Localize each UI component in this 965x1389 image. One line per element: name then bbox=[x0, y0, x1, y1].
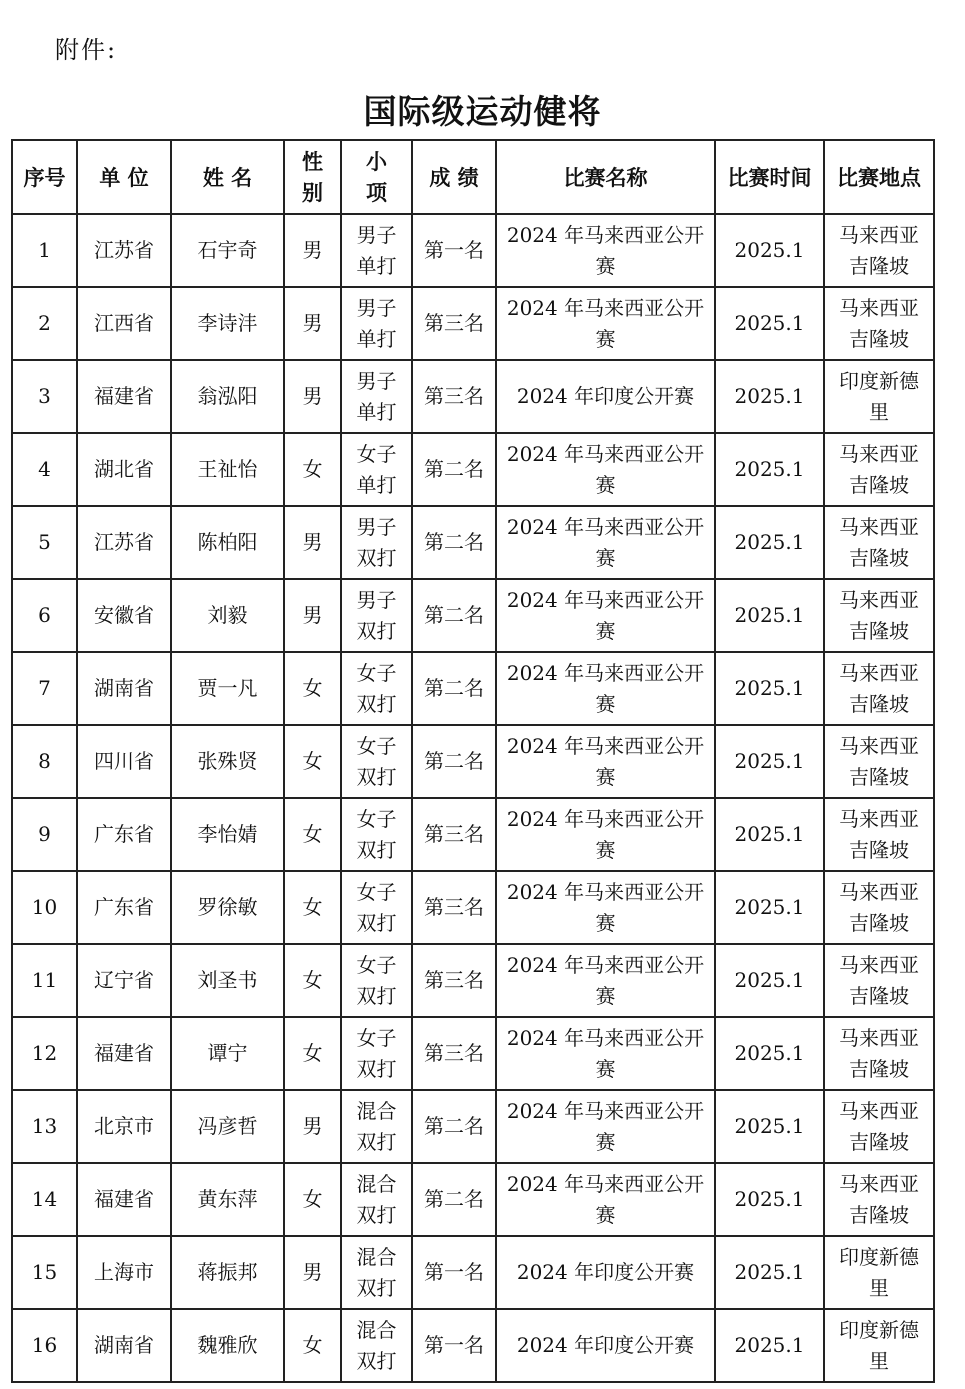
cell-index: 5 bbox=[12, 506, 77, 579]
cell-gender: 男 bbox=[284, 506, 341, 579]
cell-event-text: 女子双打 bbox=[356, 806, 397, 862]
cell-unit: 福建省 bbox=[77, 1163, 171, 1236]
cell-place-text: 马来西亚吉隆坡 bbox=[839, 1171, 919, 1227]
cell-unit: 四川省 bbox=[77, 725, 171, 798]
cell-unit: 湖北省 bbox=[77, 433, 171, 506]
table-row bbox=[12, 1090, 934, 1163]
cell-index: 6 bbox=[12, 579, 77, 652]
cell-result: 第二名 bbox=[412, 1090, 496, 1163]
cell-unit: 江西省 bbox=[77, 287, 171, 360]
cell-gender: 男 bbox=[284, 287, 341, 360]
cell-event-text: 女子双打 bbox=[356, 1025, 397, 1081]
cell-name: 贾一凡 bbox=[171, 652, 284, 725]
cell-event-text: 男子双打 bbox=[356, 587, 397, 643]
header-gender bbox=[284, 140, 341, 214]
cell-place-text: 印度新德里 bbox=[839, 368, 919, 424]
cell-place bbox=[824, 798, 934, 871]
cell-competition-text: 2024 年马来西亚公开赛 bbox=[506, 806, 705, 862]
document-title: 国际级运动健将 bbox=[363, 92, 602, 131]
cell-competition-text: 2024 年马来西亚公开赛 bbox=[506, 1171, 705, 1227]
table-row bbox=[12, 214, 934, 287]
cell-place-text: 马来西亚吉隆坡 bbox=[839, 295, 919, 351]
cell-time: 2025.1 bbox=[715, 360, 824, 433]
cell-gender: 女 bbox=[284, 798, 341, 871]
table-row bbox=[12, 871, 934, 944]
header-name: 姓 名 bbox=[171, 140, 284, 214]
cell-gender: 男 bbox=[284, 214, 341, 287]
cell-gender: 男 bbox=[284, 1236, 341, 1309]
cell-event bbox=[341, 1236, 412, 1309]
cell-competition-text: 2024 年马来西亚公开赛 bbox=[506, 660, 705, 716]
cell-unit: 北京市 bbox=[77, 1090, 171, 1163]
cell-time: 2025.1 bbox=[715, 579, 824, 652]
cell-time: 2025.1 bbox=[715, 1017, 824, 1090]
cell-result: 第二名 bbox=[412, 579, 496, 652]
cell-place-text: 马来西亚吉隆坡 bbox=[839, 733, 919, 789]
table-row bbox=[12, 1309, 934, 1382]
cell-competition-text: 2024 年马来西亚公开赛 bbox=[506, 1098, 705, 1154]
cell-unit: 广东省 bbox=[77, 871, 171, 944]
cell-place-text: 马来西亚吉隆坡 bbox=[839, 952, 919, 1008]
header-result: 成 绩 bbox=[412, 140, 496, 214]
cell-event bbox=[341, 360, 412, 433]
cell-event bbox=[341, 1017, 412, 1090]
cell-index: 13 bbox=[12, 1090, 77, 1163]
cell-unit: 广东省 bbox=[77, 798, 171, 871]
cell-name: 李怡婧 bbox=[171, 798, 284, 871]
cell-name: 魏雅欣 bbox=[171, 1309, 284, 1382]
cell-competition bbox=[496, 579, 715, 652]
cell-event-text: 混合双打 bbox=[356, 1171, 397, 1227]
cell-event bbox=[341, 506, 412, 579]
cell-place-text: 马来西亚吉隆坡 bbox=[839, 806, 919, 862]
header-time: 比赛时间 bbox=[715, 140, 824, 214]
cell-place bbox=[824, 287, 934, 360]
cell-unit: 湖南省 bbox=[77, 1309, 171, 1382]
cell-place bbox=[824, 871, 934, 944]
cell-place bbox=[824, 1163, 934, 1236]
cell-index: 4 bbox=[12, 433, 77, 506]
cell-event bbox=[341, 944, 412, 1017]
cell-result: 第一名 bbox=[412, 1309, 496, 1382]
cell-competition-text: 2024 年马来西亚公开赛 bbox=[506, 222, 705, 278]
cell-competition-text: 2024 年马来西亚公开赛 bbox=[506, 514, 705, 570]
cell-result: 第三名 bbox=[412, 871, 496, 944]
cell-event bbox=[341, 871, 412, 944]
cell-place bbox=[824, 360, 934, 433]
cell-competition bbox=[496, 287, 715, 360]
table-row bbox=[12, 506, 934, 579]
cell-event-text: 男子双打 bbox=[356, 514, 397, 570]
cell-event bbox=[341, 1309, 412, 1382]
table-row bbox=[12, 944, 934, 1017]
athletes-table bbox=[11, 139, 935, 1383]
cell-competition bbox=[496, 652, 715, 725]
cell-result: 第二名 bbox=[412, 725, 496, 798]
cell-competition bbox=[496, 360, 715, 433]
cell-gender: 女 bbox=[284, 433, 341, 506]
cell-name: 冯彦哲 bbox=[171, 1090, 284, 1163]
table-row bbox=[12, 652, 934, 725]
cell-place bbox=[824, 579, 934, 652]
cell-index: 7 bbox=[12, 652, 77, 725]
cell-index: 14 bbox=[12, 1163, 77, 1236]
cell-event bbox=[341, 1163, 412, 1236]
cell-event-text: 女子单打 bbox=[356, 441, 397, 497]
cell-place bbox=[824, 1309, 934, 1382]
cell-name: 谭宁 bbox=[171, 1017, 284, 1090]
cell-competition-text: 2024 年马来西亚公开赛 bbox=[506, 952, 705, 1008]
cell-unit: 福建省 bbox=[77, 1017, 171, 1090]
cell-result: 第一名 bbox=[412, 214, 496, 287]
table-body bbox=[12, 214, 934, 1382]
table-row bbox=[12, 798, 934, 871]
cell-event bbox=[341, 725, 412, 798]
cell-event bbox=[341, 652, 412, 725]
cell-event-text: 混合双打 bbox=[356, 1098, 397, 1154]
cell-competition bbox=[496, 433, 715, 506]
cell-event bbox=[341, 1090, 412, 1163]
cell-gender: 女 bbox=[284, 1163, 341, 1236]
cell-competition-text: 2024 年马来西亚公开赛 bbox=[506, 587, 705, 643]
cell-result: 第二名 bbox=[412, 652, 496, 725]
cell-result: 第三名 bbox=[412, 360, 496, 433]
cell-competition bbox=[496, 1090, 715, 1163]
cell-time: 2025.1 bbox=[715, 214, 824, 287]
header-competition: 比赛名称 bbox=[496, 140, 715, 214]
cell-competition bbox=[496, 1163, 715, 1236]
cell-competition bbox=[496, 1236, 715, 1309]
cell-gender: 女 bbox=[284, 652, 341, 725]
cell-gender: 男 bbox=[284, 579, 341, 652]
cell-competition bbox=[496, 1309, 715, 1382]
cell-time: 2025.1 bbox=[715, 798, 824, 871]
cell-gender: 男 bbox=[284, 360, 341, 433]
header-place: 比赛地点 bbox=[824, 140, 934, 214]
cell-competition-text: 2024 年印度公开赛 bbox=[516, 384, 695, 408]
header-index: 序号 bbox=[12, 140, 77, 214]
cell-index: 16 bbox=[12, 1309, 77, 1382]
cell-result: 第三名 bbox=[412, 798, 496, 871]
cell-competition bbox=[496, 1017, 715, 1090]
cell-index: 8 bbox=[12, 725, 77, 798]
cell-result: 第一名 bbox=[412, 1236, 496, 1309]
cell-index: 15 bbox=[12, 1236, 77, 1309]
cell-time: 2025.1 bbox=[715, 652, 824, 725]
cell-result: 第三名 bbox=[412, 944, 496, 1017]
cell-event-text: 女子双打 bbox=[356, 952, 397, 1008]
table-row bbox=[12, 433, 934, 506]
cell-place-text: 马来西亚吉隆坡 bbox=[839, 660, 919, 716]
cell-unit: 福建省 bbox=[77, 360, 171, 433]
header-unit: 单 位 bbox=[77, 140, 171, 214]
cell-time: 2025.1 bbox=[715, 944, 824, 1017]
header-event-label: 小项 bbox=[366, 149, 387, 205]
cell-place bbox=[824, 214, 934, 287]
cell-name: 王祉怡 bbox=[171, 433, 284, 506]
cell-place bbox=[824, 725, 934, 798]
cell-place bbox=[824, 944, 934, 1017]
cell-place-text: 马来西亚吉隆坡 bbox=[839, 879, 919, 935]
cell-time: 2025.1 bbox=[715, 1090, 824, 1163]
cell-name: 黄东萍 bbox=[171, 1163, 284, 1236]
cell-event-text: 女子双打 bbox=[356, 660, 397, 716]
cell-competition-text: 2024 年马来西亚公开赛 bbox=[506, 733, 705, 789]
cell-unit: 安徽省 bbox=[77, 579, 171, 652]
cell-event-text: 混合双打 bbox=[356, 1244, 397, 1300]
cell-index: 10 bbox=[12, 871, 77, 944]
cell-event-text: 男子单打 bbox=[356, 295, 397, 351]
cell-gender: 男 bbox=[284, 1090, 341, 1163]
cell-result: 第二名 bbox=[412, 433, 496, 506]
cell-event bbox=[341, 579, 412, 652]
cell-place-text: 马来西亚吉隆坡 bbox=[839, 514, 919, 570]
cell-name: 刘圣书 bbox=[171, 944, 284, 1017]
cell-competition bbox=[496, 725, 715, 798]
cell-place-text: 马来西亚吉隆坡 bbox=[839, 441, 919, 497]
cell-gender: 女 bbox=[284, 725, 341, 798]
cell-competition-text: 2024 年马来西亚公开赛 bbox=[506, 295, 705, 351]
cell-event bbox=[341, 433, 412, 506]
cell-result: 第三名 bbox=[412, 1017, 496, 1090]
cell-place bbox=[824, 1090, 934, 1163]
cell-competition-text: 2024 年印度公开赛 bbox=[516, 1260, 695, 1284]
cell-event-text: 混合双打 bbox=[356, 1317, 397, 1373]
cell-competition-text: 2024 年马来西亚公开赛 bbox=[506, 441, 705, 497]
table-row bbox=[12, 579, 934, 652]
cell-competition bbox=[496, 214, 715, 287]
cell-event-text: 女子双打 bbox=[356, 733, 397, 789]
cell-time: 2025.1 bbox=[715, 287, 824, 360]
table-row bbox=[12, 360, 934, 433]
cell-time: 2025.1 bbox=[715, 506, 824, 579]
cell-competition bbox=[496, 506, 715, 579]
header-event bbox=[341, 140, 412, 214]
cell-place bbox=[824, 1017, 934, 1090]
cell-place bbox=[824, 506, 934, 579]
cell-name: 罗徐敏 bbox=[171, 871, 284, 944]
cell-index: 2 bbox=[12, 287, 77, 360]
cell-result: 第三名 bbox=[412, 287, 496, 360]
cell-event bbox=[341, 214, 412, 287]
cell-index: 3 bbox=[12, 360, 77, 433]
cell-name: 李诗沣 bbox=[171, 287, 284, 360]
cell-place-text: 印度新德里 bbox=[839, 1244, 919, 1300]
cell-name: 张殊贤 bbox=[171, 725, 284, 798]
cell-index: 11 bbox=[12, 944, 77, 1017]
table-header-row bbox=[12, 140, 934, 214]
table-row bbox=[12, 1017, 934, 1090]
table-row bbox=[12, 1236, 934, 1309]
header-gender-label: 性别 bbox=[302, 149, 323, 205]
cell-unit: 江苏省 bbox=[77, 506, 171, 579]
cell-competition-text: 2024 年马来西亚公开赛 bbox=[506, 1025, 705, 1081]
cell-result: 第二名 bbox=[412, 506, 496, 579]
attachment-label: 附件: bbox=[55, 36, 118, 64]
cell-competition bbox=[496, 871, 715, 944]
cell-place-text: 马来西亚吉隆坡 bbox=[839, 587, 919, 643]
cell-competition bbox=[496, 798, 715, 871]
cell-place-text: 马来西亚吉隆坡 bbox=[839, 1025, 919, 1081]
cell-place-text: 印度新德里 bbox=[839, 1317, 919, 1373]
cell-event bbox=[341, 287, 412, 360]
cell-name: 刘毅 bbox=[171, 579, 284, 652]
cell-event bbox=[341, 798, 412, 871]
cell-place bbox=[824, 652, 934, 725]
cell-event-text: 女子双打 bbox=[356, 879, 397, 935]
cell-result: 第二名 bbox=[412, 1163, 496, 1236]
cell-name: 蒋振邦 bbox=[171, 1236, 284, 1309]
cell-competition-text: 2024 年马来西亚公开赛 bbox=[506, 879, 705, 935]
cell-place bbox=[824, 433, 934, 506]
cell-gender: 女 bbox=[284, 944, 341, 1017]
cell-competition-text: 2024 年印度公开赛 bbox=[516, 1333, 695, 1357]
cell-index: 9 bbox=[12, 798, 77, 871]
table-row bbox=[12, 725, 934, 798]
cell-place-text: 马来西亚吉隆坡 bbox=[839, 1098, 919, 1154]
cell-unit: 辽宁省 bbox=[77, 944, 171, 1017]
cell-name: 陈柏阳 bbox=[171, 506, 284, 579]
cell-place bbox=[824, 1236, 934, 1309]
cell-unit: 江苏省 bbox=[77, 214, 171, 287]
cell-place-text: 马来西亚吉隆坡 bbox=[839, 222, 919, 278]
table-row bbox=[12, 1163, 934, 1236]
cell-unit: 湖南省 bbox=[77, 652, 171, 725]
cell-name: 石宇奇 bbox=[171, 214, 284, 287]
cell-time: 2025.1 bbox=[715, 1163, 824, 1236]
cell-time: 2025.1 bbox=[715, 433, 824, 506]
cell-gender: 女 bbox=[284, 1017, 341, 1090]
cell-competition bbox=[496, 944, 715, 1017]
cell-gender: 女 bbox=[284, 1309, 341, 1382]
cell-gender: 女 bbox=[284, 871, 341, 944]
cell-name: 翁泓阳 bbox=[171, 360, 284, 433]
table-row bbox=[12, 287, 934, 360]
cell-index: 12 bbox=[12, 1017, 77, 1090]
cell-time: 2025.1 bbox=[715, 871, 824, 944]
cell-time: 2025.1 bbox=[715, 1236, 824, 1309]
cell-event-text: 男子单打 bbox=[356, 368, 397, 424]
cell-event-text: 男子单打 bbox=[356, 222, 397, 278]
cell-index: 1 bbox=[12, 214, 77, 287]
cell-unit: 上海市 bbox=[77, 1236, 171, 1309]
cell-time: 2025.1 bbox=[715, 725, 824, 798]
cell-time: 2025.1 bbox=[715, 1309, 824, 1382]
